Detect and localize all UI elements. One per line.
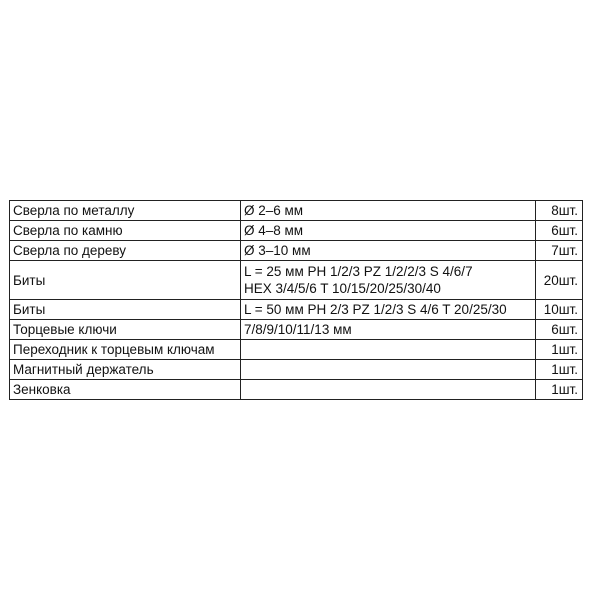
- item-spec-cell: [241, 261, 536, 300]
- item-qty-cell: 1шт.: [536, 380, 583, 400]
- item-qty-cell: 6шт.: [536, 221, 583, 241]
- item-spec-cell: [241, 320, 536, 340]
- item-qty-cell: 7шт.: [536, 241, 583, 261]
- item-qty-cell: 1шт.: [536, 360, 583, 380]
- table-row: [10, 380, 583, 400]
- item-spec-line: L = 25 мм PH 1/2/3 PZ 1/2/2/3 S 4/6/7: [244, 264, 473, 279]
- table-row: [10, 241, 583, 261]
- item-spec-line: Ø 2–6 мм: [244, 203, 304, 218]
- item-name-cell: Переходник к торцевым ключам: [10, 340, 241, 360]
- item-qty-cell: 1шт.: [536, 340, 583, 360]
- table-row: [10, 320, 583, 340]
- item-qty-cell: 8шт.: [536, 201, 583, 221]
- item-spec-line: HEX 3/4/5/6 T 10/15/20/25/30/40: [244, 281, 441, 296]
- item-spec-line: 7/8/9/10/11/13 мм: [244, 322, 352, 337]
- item-spec-cell: [241, 360, 536, 380]
- item-name-cell: Сверла по дереву: [10, 241, 241, 261]
- item-name-cell: Сверла по камню: [10, 221, 241, 241]
- item-qty-cell: 6шт.: [536, 320, 583, 340]
- item-spec-cell: [241, 340, 536, 360]
- item-spec-cell: [241, 241, 536, 261]
- spec-table-body: [10, 201, 583, 400]
- item-spec-cell: [241, 380, 536, 400]
- table-row: [10, 201, 583, 221]
- item-spec-line: Ø 4–8 мм: [244, 223, 304, 238]
- item-qty-cell: 20шт.: [536, 261, 583, 300]
- item-spec-line: L = 50 мм PH 2/3 PZ 1/2/3 S 4/6 T 20/25/30: [244, 302, 507, 317]
- item-qty-cell: 10шт.: [536, 300, 583, 320]
- table-row: [10, 340, 583, 360]
- item-name-cell: Зенковка: [10, 380, 241, 400]
- table-row: [10, 360, 583, 380]
- table-row: [10, 221, 583, 241]
- table-row: [10, 300, 583, 320]
- item-name-cell: Сверла по металлу: [10, 201, 241, 221]
- item-spec-cell: [241, 201, 536, 221]
- item-spec-cell: [241, 221, 536, 241]
- item-spec-cell: [241, 300, 536, 320]
- item-name-cell: Торцевые ключи: [10, 320, 241, 340]
- table-row: [10, 261, 583, 300]
- spec-table: [9, 200, 583, 400]
- item-name-cell: Биты: [10, 300, 241, 320]
- item-name-cell: Биты: [10, 261, 241, 300]
- item-name-cell: Магнитный держатель: [10, 360, 241, 380]
- item-spec-line: Ø 3–10 мм: [244, 243, 311, 258]
